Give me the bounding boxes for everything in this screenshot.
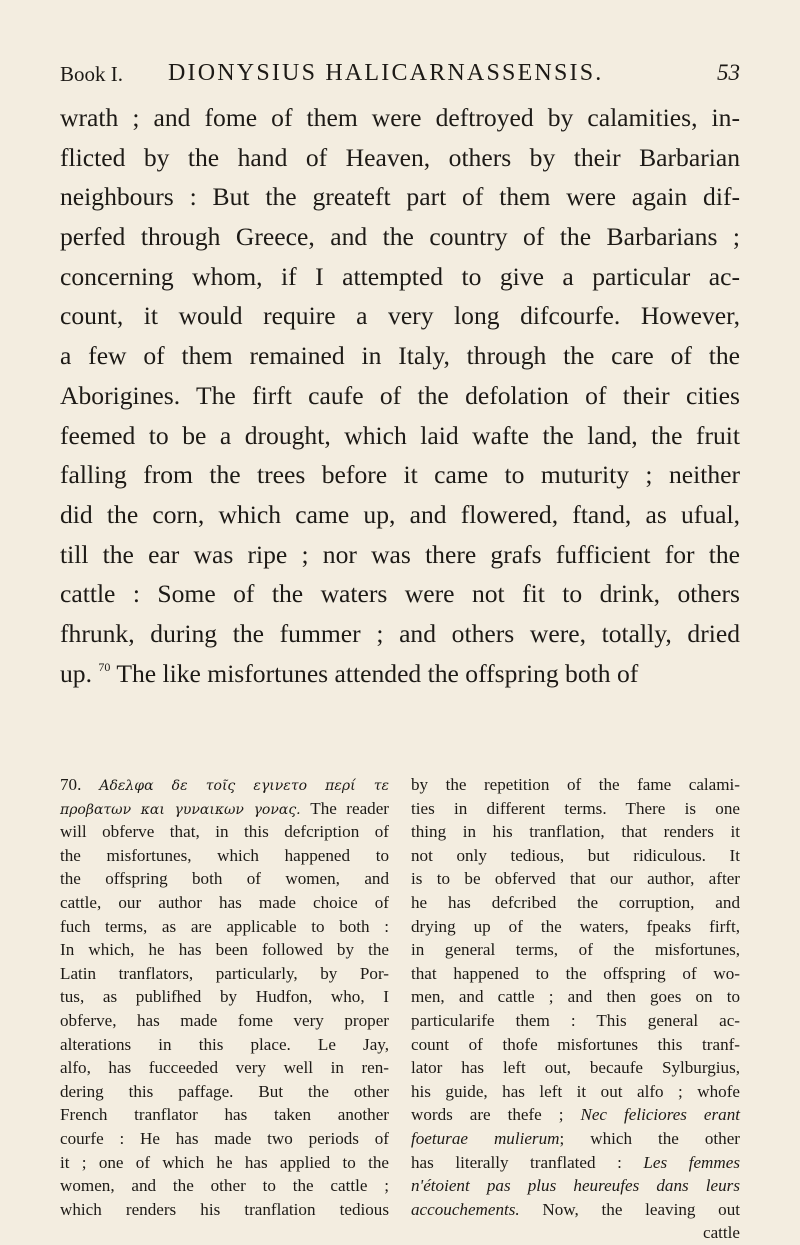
footnote-line: not only tedious, but ridiculous. It	[411, 845, 740, 865]
body-text-line: wrath ; and fome of them were deftroyed by calamities, in-	[60, 103, 740, 132]
footnote-line	[60, 797, 389, 821]
footnote-line: French tranflator has taken another	[60, 1105, 389, 1125]
latin-quotation: Nec feliciores erant	[580, 1105, 741, 1125]
footnote-line: his guide, has left it out alfo ; whofe	[411, 1081, 740, 1101]
footnote-line: the offspring both of women, and	[60, 869, 389, 889]
footnote-line	[411, 1103, 740, 1127]
footnote-line: obferve, has made fome very proper	[60, 1010, 389, 1030]
body-text-line: till the ear was ripe ; nor was there grafs fufficient for the	[60, 539, 740, 569]
body-text-line: Aborigines. The firft caufe of the defolation of their cities	[60, 380, 740, 410]
footnote-line: ties in different terms. There is one	[411, 798, 740, 818]
footnote-line: alterations in this place. Le Jay,	[60, 1034, 389, 1054]
footnote-line	[411, 1127, 740, 1151]
body-text-fragment: The like misfortunes attended the offspring both of	[110, 658, 639, 688]
footnote-line: count of thofe misfortunes this tranf-	[411, 1034, 740, 1054]
footnote-line: thing in his tranflation, that renders it	[411, 822, 740, 842]
running-header	[60, 58, 740, 98]
footnote-line	[411, 1198, 740, 1222]
body-text-line: falling from the trees before it came to muturity ; neither	[60, 460, 740, 490]
footnote-text: The reader	[310, 798, 389, 818]
footnote-line: courfe : He has made two periods of	[60, 1128, 389, 1148]
footnote-line: men, and cattle ; and then goes on to	[411, 987, 740, 1007]
body-text-line: did the corn, which came up, and flowered, ftand, as ufual,	[60, 499, 740, 529]
body-text-fragment: up.	[60, 658, 99, 688]
footnote-line: will obferve that, in this defcription of	[60, 822, 389, 842]
body-text-line: concerning whom, if I attempted to give a particular ac-	[60, 261, 740, 291]
footnote-right-column	[411, 773, 740, 1245]
footnote-line: that happened to the offspring of wo-	[411, 963, 740, 983]
body-text-line	[60, 654, 740, 694]
footnote-line	[411, 1174, 740, 1198]
catchword: cattle	[702, 1223, 740, 1243]
footnote-line: In which, he has been followed by the	[60, 940, 389, 960]
body-text-line: neighbours : But the greateft part of them were again dif-	[60, 182, 740, 212]
footnote-line: the misfortunes, which happened to	[60, 845, 389, 865]
body-text-line: feemed to be a drought, which laid wafte the land, the fruit	[60, 420, 740, 450]
greek-quotation: Αδελφα δε τοῖς εγινετο περί τε	[99, 778, 389, 794]
greek-quotation: προβατων και γυναικων γονας.	[60, 801, 311, 818]
footnote-text: Now, the leaving out	[542, 1199, 740, 1219]
footnote-line: is to be obferved that our author, after	[411, 869, 740, 889]
body-text-line: cattle : Some of the waters were not fit to drink, others	[60, 579, 740, 609]
footnote-line: particularife them : This general ac-	[411, 1010, 740, 1030]
french-quotation: Les femmes	[643, 1152, 740, 1172]
footnote-line: dering this paffage. But the other	[60, 1081, 389, 1101]
footnote-line: women, and the other to the cattle ;	[60, 1176, 389, 1196]
footnote-line: cattle, our author has made choice of	[60, 892, 389, 912]
footnote-marker: 70.	[60, 775, 100, 794]
footnote-line: which renders his tranflation tedious	[60, 1199, 389, 1219]
footnote-line: tus, as publifhed by Hudfon, who, I	[60, 987, 389, 1007]
body-text-line: a few of them remained in Italy, through the care of the	[60, 341, 740, 371]
main-text	[60, 98, 740, 693]
footnote-text: ; which the other	[559, 1128, 740, 1148]
french-quotation: accouchements.	[411, 1199, 543, 1219]
footnote-line: by the repetition of the fame calami-	[411, 775, 740, 794]
footnote-line	[60, 773, 389, 797]
footnote-left-column	[60, 773, 389, 1221]
page-number: 53	[717, 60, 740, 85]
footnote-line: Latin tranflators, particularly, by Por-	[60, 963, 389, 983]
body-text-line: perfed through Greece, and the country of the Barbarians ;	[60, 222, 740, 252]
body-text-line: fhrunk, during the fummer ; and others were, totally, dried	[60, 618, 740, 648]
body-text-line: count, it would require a very long difcourfe. However,	[60, 301, 740, 331]
footnote-line: in general terms, of the misfortunes,	[411, 940, 740, 960]
footnote-line: he has defcribed the corruption, and	[411, 892, 740, 912]
footnote-line: fuch terms, as are applicable to both :	[60, 916, 389, 936]
footnote-text: words are thefe ;	[411, 1105, 581, 1125]
body-text-line: flicted by the hand of Heaven, others by their Barbarian	[60, 142, 740, 172]
french-quotation: n'étoient pas plus heureufes dans leurs	[411, 1176, 740, 1196]
footnote-line: drying up of the waters, fpeaks firft,	[411, 916, 740, 936]
book-label: Book I.	[60, 62, 123, 86]
latin-quotation: foeturae mulierum	[411, 1128, 560, 1148]
footnote-text: has literally tranflated :	[411, 1152, 644, 1172]
footnote-line: it ; one of which he has applied to the	[60, 1152, 389, 1172]
footnote-reference: 70	[98, 659, 111, 674]
footnote-line: lator has left out, becaufe Sylburgius,	[411, 1058, 740, 1078]
running-title: DIONYSIUS HALICARNASSENSIS.	[168, 60, 604, 86]
footnote-line	[411, 1151, 740, 1175]
footnote-line: alfo, has fucceeded very well in ren-	[60, 1058, 389, 1078]
